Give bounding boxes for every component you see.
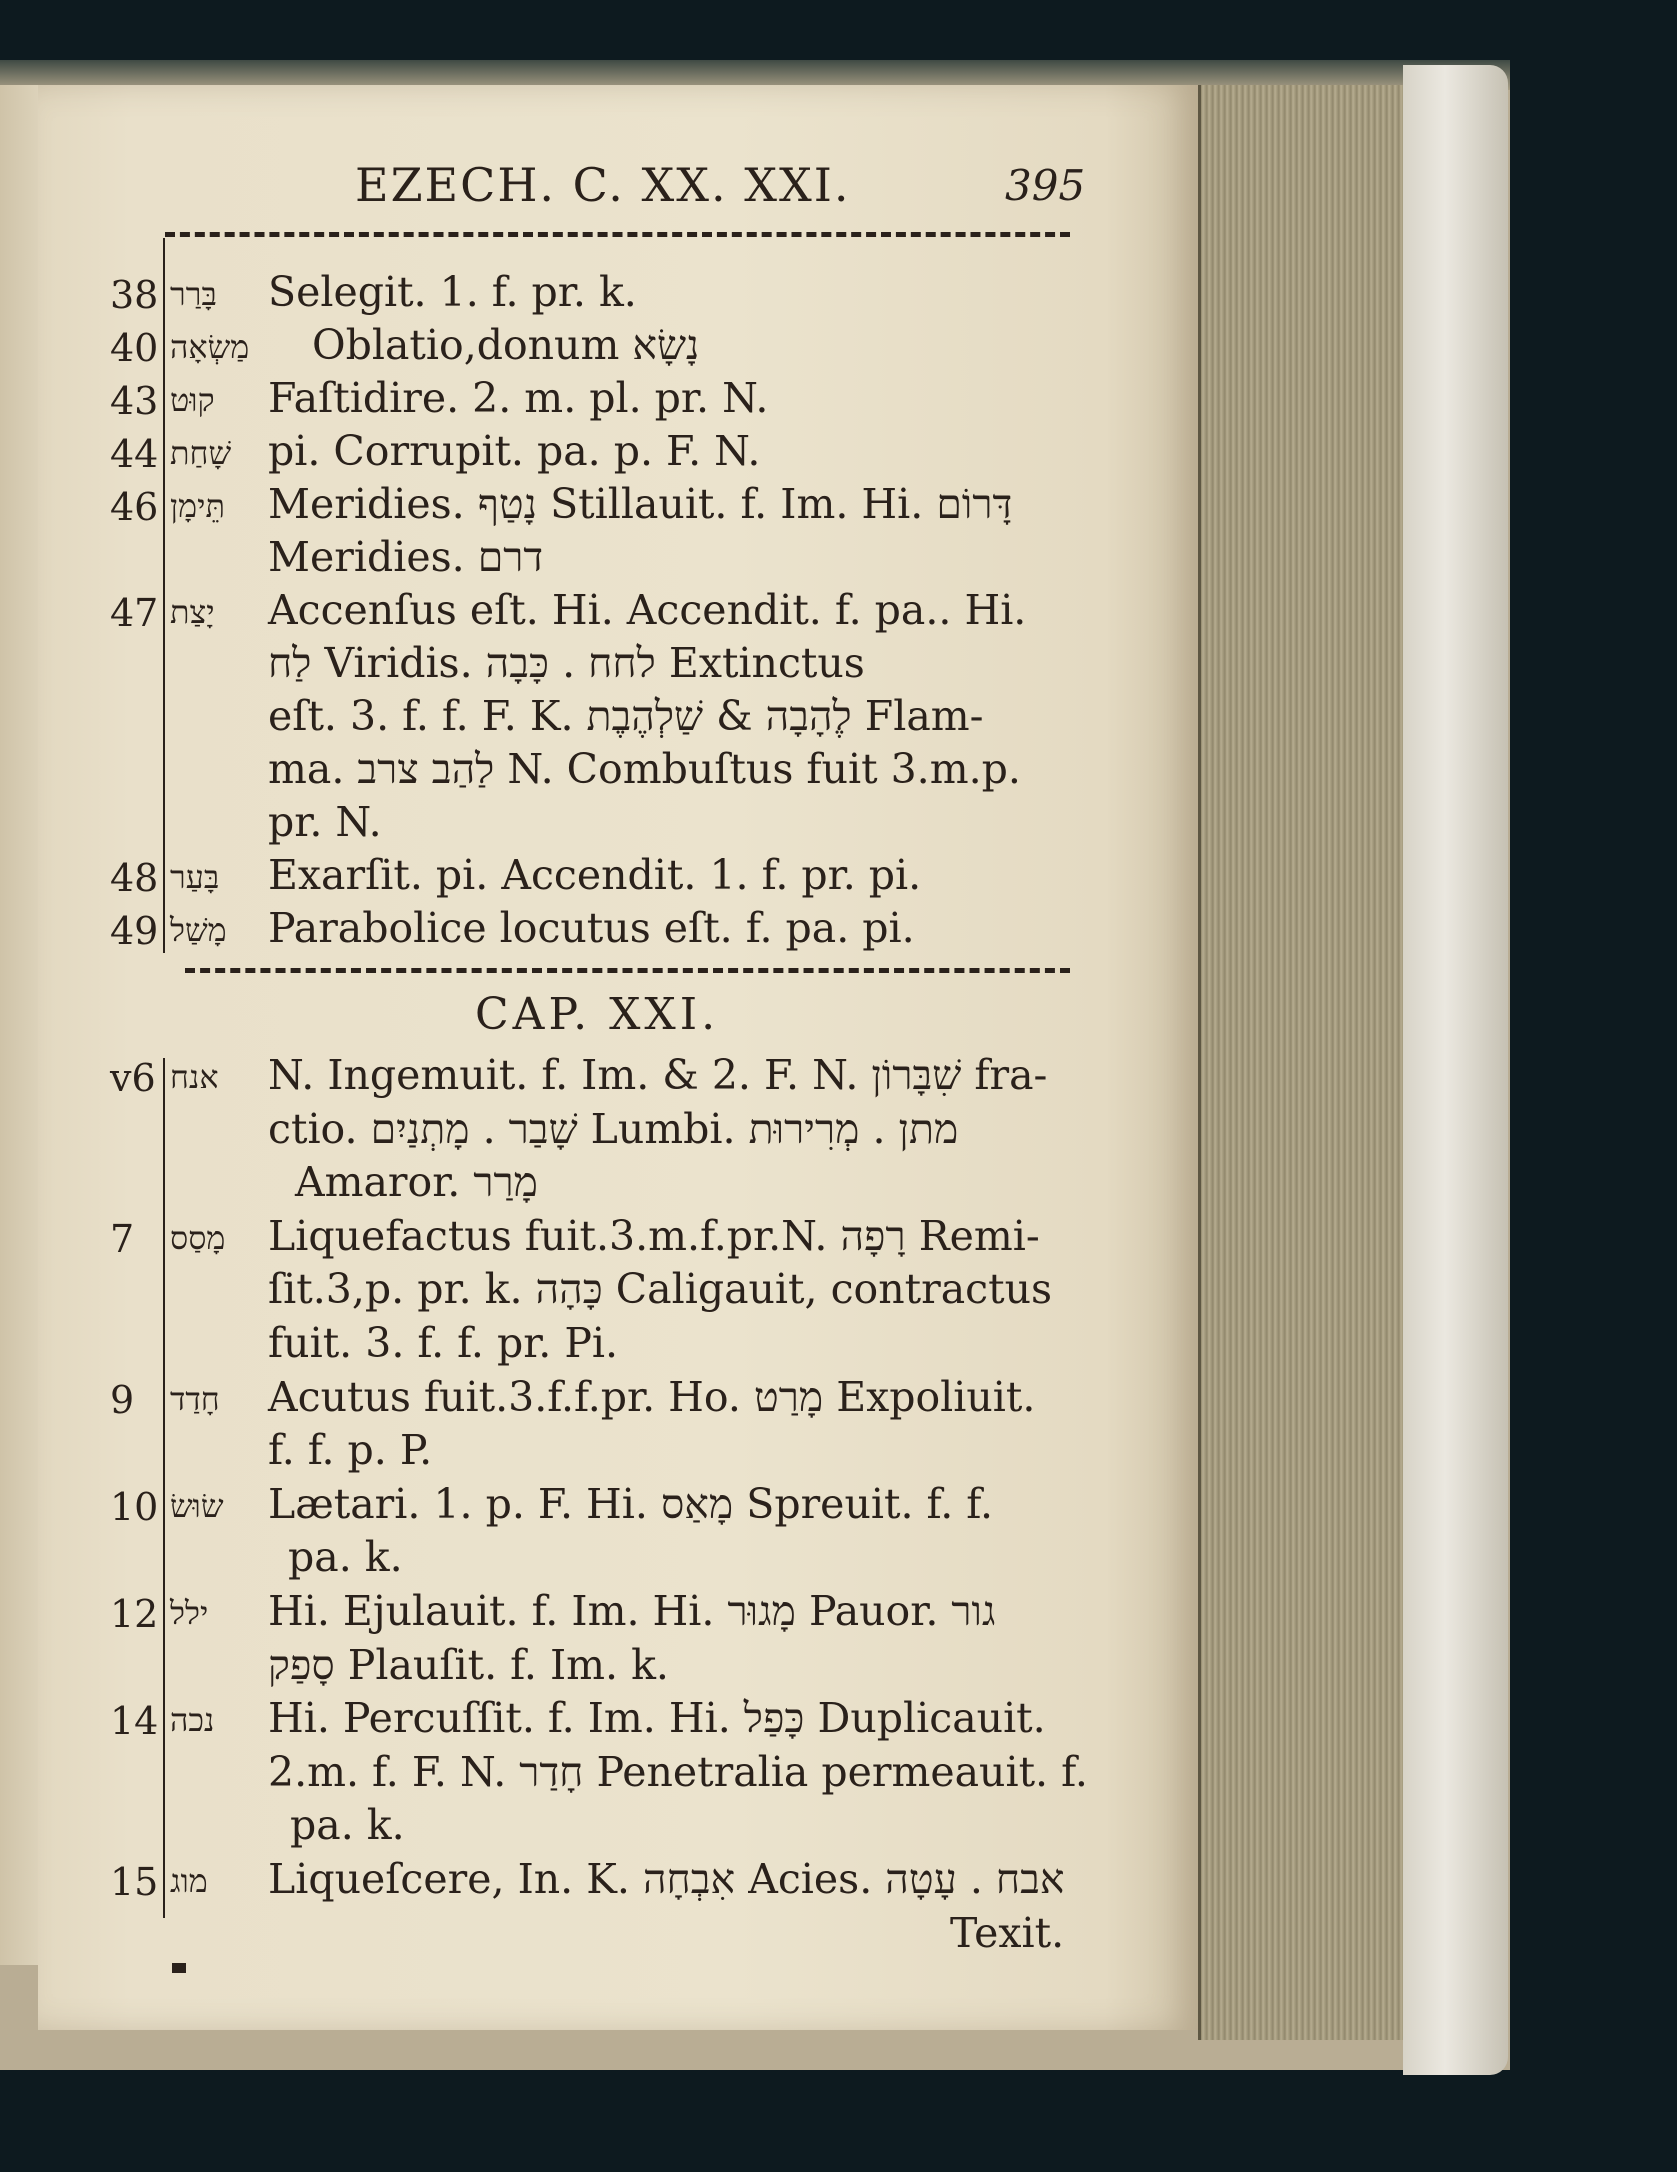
- entry-text: Lætari. 1. p. F. Hi. מָאַס Spreuit. f. f.: [268, 1479, 994, 1528]
- hebrew-root: שׂוּשׂ: [170, 1486, 224, 1525]
- verse-number: 7: [110, 1216, 135, 1261]
- hebrew-root: בָּרַר: [170, 275, 217, 313]
- page-edges: [1198, 85, 1406, 2040]
- book-cover: [1403, 65, 1508, 2075]
- entry-text: Amaror. מָרַר: [295, 1158, 538, 1207]
- hebrew-root: חָדַד: [170, 1379, 220, 1418]
- hebrew-root: קוּט: [170, 381, 215, 419]
- catchword-mark: [172, 1963, 186, 1973]
- column-divider-xx: [163, 238, 165, 953]
- column-divider-xxi: [163, 1058, 165, 1918]
- hebrew-root: מַשְׂאָה: [170, 328, 250, 366]
- verse-number: 46: [110, 485, 159, 529]
- verse-number: 10: [110, 1484, 159, 1529]
- verse-number: 43: [110, 379, 159, 423]
- entry-text: סָפַק Plauſit. f. Im. k.: [268, 1640, 669, 1689]
- verse-number: 9: [110, 1377, 135, 1422]
- entry-text: Hi. Ejulauit. f. Im. Hi. מָגוּר Pauor. גור: [268, 1587, 996, 1635]
- entry-text: Exarſit. pi. Accendit. 1. f. pr. pi.: [268, 851, 922, 899]
- hebrew-root: מָשַׁל: [170, 911, 227, 949]
- hebrew-root: אנח: [170, 1058, 219, 1096]
- entry-text: ctio. שָׁבַר . מָתְנַיִם Lumbi. מתן . מְרִירוּת: [268, 1104, 959, 1153]
- entry-text: Parabolice locutus eſt. f. pa. pi.: [268, 904, 915, 952]
- hebrew-root: שָׁחַת: [170, 434, 232, 472]
- entry-text: Accenſus eſt. Hi. Accendit. f. pa.. Hi.: [268, 586, 1027, 634]
- verse-number: 15: [110, 1860, 159, 1904]
- entry-text: ſit.3,p. pr. k. כָּהָה Caligauit, contractus: [268, 1265, 1053, 1314]
- entry-text: Liquefactus fuit.3.m.f.pr.N. רָפָה Remi-: [268, 1211, 1040, 1260]
- verse-number: 47: [110, 591, 159, 635]
- hebrew-root: מוג: [170, 1862, 208, 1900]
- entry-text: f. f. p. P.: [268, 1426, 433, 1475]
- verse-number: 14: [110, 1699, 159, 1744]
- chapter-rule: [185, 968, 1070, 973]
- hebrew-root: יָצַת: [170, 593, 215, 631]
- verse-number: 49: [110, 909, 159, 953]
- verse-number: 40: [110, 326, 159, 370]
- facing-page-edge: [0, 85, 40, 1965]
- entry-text: eſt. 3. f. f. F. K. לֶהָבָה & שַׁלְהֶבֶת Flam-: [268, 692, 984, 740]
- chapter-heading: CAP. XXI.: [475, 989, 720, 1040]
- running-title: EZECH. C. XX. XXI.: [355, 158, 851, 212]
- entry-text: pr. N.: [268, 798, 382, 846]
- entry-text: Faſtidire. 2. m. pl. pr. N.: [268, 374, 769, 422]
- entry-text: N. Ingemuit. f. Im. & 2. F. N. שִׁבָּרוֹן fra-: [268, 1051, 1048, 1099]
- verse-number: v6: [110, 1056, 156, 1100]
- verse-number: 48: [110, 856, 159, 900]
- hebrew-root: נכה: [170, 1701, 215, 1740]
- hebrew-root: מָסַס: [170, 1218, 226, 1257]
- entry-text: לַח Viridis. לחח . כָּבָה Extinctus: [268, 639, 865, 687]
- hebrew-root: בָּעַר: [170, 858, 220, 896]
- entry-text: fuit. 3. f. f. pr. Pi.: [268, 1319, 619, 1367]
- verse-number: 12: [110, 1592, 159, 1636]
- entry-text: Meridies. דרם: [268, 533, 544, 581]
- entry-text: pa. k.: [288, 1533, 403, 1582]
- entry-text: Liqueſcere, In. K. אִבְחָה Acies. אבח . עָטָה: [268, 1855, 1065, 1903]
- entry-text: Oblatio,donum נָשָׂא: [312, 321, 700, 369]
- entry-text: Hi. Percuſſit. f. Im. Hi. כָּפַל Duplicauit.: [268, 1694, 1046, 1743]
- entry-text: Acutus fuit.3.f.f.pr. Ho. מָרַט Expoliuit.: [268, 1372, 1036, 1421]
- entry-text: pi. Corrupit. pa. p. F. N.: [268, 427, 761, 475]
- entry-text: ma. לַהַב צרב N. Combuſtus fuit 3.m.p.: [268, 745, 1021, 793]
- verse-number: 44: [110, 432, 159, 476]
- entry-text: pa. k.: [290, 1801, 405, 1850]
- hebrew-root: ילל: [170, 1594, 209, 1632]
- hebrew-root: תֵּימָן: [170, 487, 226, 525]
- entry-text: Texit.: [950, 1908, 1065, 1957]
- header-rule: [165, 232, 1070, 237]
- entry-text: 2.m. f. F. N. חָדַר Penetralia permeauit. f.: [268, 1747, 1088, 1796]
- entry-text: Selegit. 1. f. pr. k.: [268, 268, 637, 316]
- entry-text: Meridies. נָטַף Stillauit. f. Im. Hi. דָּרוֹם: [268, 480, 1013, 528]
- page-number: 395: [1005, 161, 1086, 210]
- verse-number: 38: [110, 273, 159, 317]
